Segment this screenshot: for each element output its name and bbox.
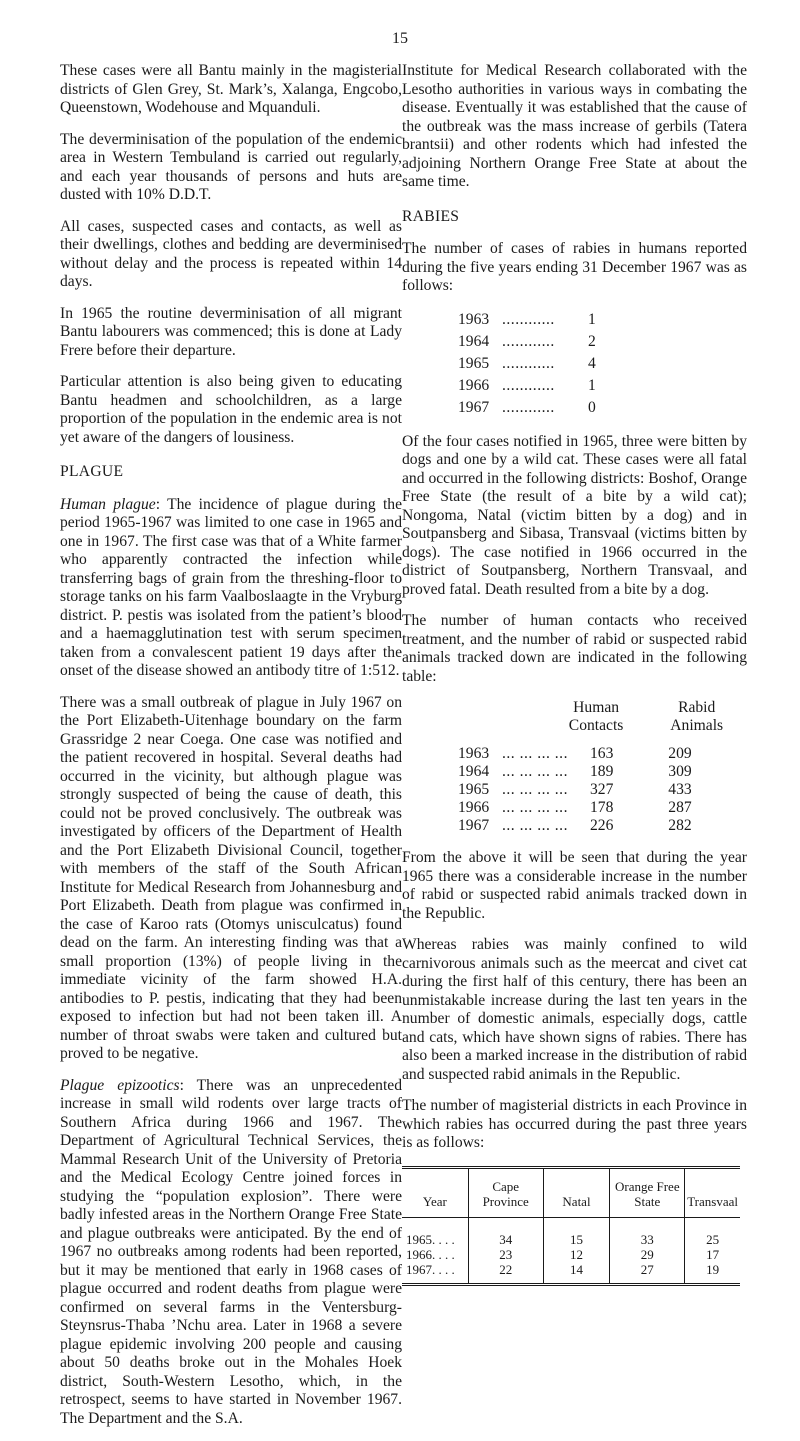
human-contacts-cell: 189 xyxy=(590,763,614,780)
epizootics-label: Plague epizootics xyxy=(60,1076,180,1094)
leader-dots: ... ... ... ... xyxy=(502,781,568,798)
ofs-cell: 27 xyxy=(610,1262,685,1285)
cape-cell: 34 xyxy=(468,1217,543,1247)
rabid-animals-cell: 287 xyxy=(668,799,692,816)
ofs-cell: 29 xyxy=(610,1247,685,1262)
list-item xyxy=(458,353,747,375)
paragraph-all-cases: All cases, suspected cases and contacts, as well as their dwellings, clothes and bedding are deverminised without delay and the process is repeated within 14 days. xyxy=(60,217,402,290)
rabid-animals-cell: 433 xyxy=(668,781,692,798)
province-districts-table xyxy=(402,1166,740,1286)
year-cell: 1964 xyxy=(458,763,490,780)
human-plague-label: Human plague xyxy=(60,495,156,513)
rabies-cases-list xyxy=(458,309,747,419)
paragraph-contacts-intro: The number of human contacts who received treatment, and the number of rabid or suspected rabid animals tracked down are indicated in the following table: xyxy=(402,612,747,685)
paragraph-lesotho-collaboration: Institute for Medical Research collaborated with the Lesotho authorities in various ways in combating the disease. Eventually it was established that the cause of the outbreak was the mass increase of gerbils (Tatera brantsii) and other rodents which had infested the adjoining Northern Orange Free State at about the same time. xyxy=(402,62,747,190)
list-item xyxy=(458,397,747,419)
human-contacts-cell: 226 xyxy=(590,817,614,834)
year-cell: 1967. . . . xyxy=(406,1261,455,1277)
year-label: 1965 xyxy=(458,354,490,372)
cape-cell: 23 xyxy=(468,1247,543,1262)
natal-cell: 14 xyxy=(543,1262,610,1285)
human-contacts-cell: 178 xyxy=(590,799,614,816)
page-number: 15 xyxy=(392,30,408,47)
epizootics-text: : There was an unprecedented increase in small wild rodents over large tracts of Southern Africa during 1966 and 1967. The Department of Agricultural Technical Services, the Mammal Research Unit of the University of Pretoria and the Medical Ecology Centre joined forces in studying the “population explosion”. There were badly infested areas in the Northern Orange Free State and plague outbreaks were anticipated. By the end of 1967 no outbreaks among rodents had been reported, but it may be mentioned that early in 1968 cases of plague occurred and rodent deaths from plague were confirmed on several farms in the Ventersburg-Steynsrus-Thaba ’Nchu area. Later in 1968 a severe plague epidemic involving 200 people and causing about 50 deaths broke out in the Mohales Hoek district, South-Western Lesotho, which, in the retrospect, seems to have started in November 1967. The Department and the S.A. xyxy=(60,1076,402,1427)
natal-cell: 15 xyxy=(543,1217,610,1247)
contacts-table xyxy=(458,699,747,835)
table-row xyxy=(458,781,747,799)
year-cell: 1966. . . . xyxy=(406,1246,455,1262)
case-count: 1 xyxy=(588,310,596,328)
leader-dots: ............ xyxy=(502,376,555,394)
case-count: 1 xyxy=(588,376,596,394)
header-year: Year xyxy=(402,1167,468,1217)
table-row xyxy=(402,1217,740,1247)
paragraph-human-plague xyxy=(60,496,402,681)
leader-dots: ............ xyxy=(502,310,555,328)
left-column xyxy=(60,62,402,1441)
rabid-animals-cell: 282 xyxy=(668,817,692,834)
header-orange-free-state: Orange Free State xyxy=(610,1167,685,1217)
case-count: 2 xyxy=(588,332,596,350)
table-row xyxy=(402,1262,740,1285)
year-cell: 1967 xyxy=(458,817,490,834)
case-count: 4 xyxy=(588,354,596,372)
year-cell: 1963 xyxy=(458,745,490,762)
paragraph-rabies-intro: The number of cases of rabies in humans reported during the five years ending 31 December 1967 was as follows: xyxy=(402,240,747,294)
year-label: 1966 xyxy=(458,376,490,394)
year-label: 1963 xyxy=(458,310,490,328)
natal-cell: 12 xyxy=(543,1247,610,1262)
year-cell: 1965. . . . xyxy=(406,1231,455,1247)
paragraph-four-cases: Of the four cases notified in 1965, three were bitten by dogs and one by a wild cat. These cases were all fatal and occurred in the following districts: Boshof, Orange Free State (the result of a bite by a wild cat); Nongoma, Natal (victim bitten by a dog) and in Soutpansberg and Sibasa, Transvaal (victims bitten by dogs). The case notified in 1966 occurred in the district of Soutpansberg, Northern Transvaal, and proved fatal. Death resulted from a bite by a dog. xyxy=(402,432,747,598)
paragraph-migrant-labourers: In 1965 the routine deverminisation of all migrant Bantu labourers was commenced; this is done at Lady Frere before their departure. xyxy=(60,304,402,359)
header-natal: Natal xyxy=(543,1167,610,1217)
paragraph-bantu-cases: These cases were all Bantu mainly in the magisterial districts of Glen Grey, St. Mark’s, Xalanga, Engcobo, Queenstown, Wodehouse and Mquanduli. xyxy=(60,62,402,116)
paragraph-whereas: Whereas rabies was mainly confined to wild carnivorous animals such as the meercat and civet cat during the first half of this century, there has been an unmistakable increase during the last ten years in the number of domestic animals, especially dogs, cattle and cats, which have shown signs of rabies. There has also been a marked increase in the distribution of rabid and suspected rabid animals in the Republic. xyxy=(402,936,747,1083)
table-row xyxy=(458,817,747,835)
header-cape-province: Cape Province xyxy=(468,1167,543,1217)
year-label: 1964 xyxy=(458,332,490,350)
leader-dots: ............ xyxy=(502,398,555,416)
ofs-cell: 33 xyxy=(610,1217,685,1247)
cape-cell: 22 xyxy=(468,1262,543,1285)
paragraph-plague-epizootics xyxy=(60,1077,402,1429)
paragraph-deverminisation: The deverminisation of the population of the endemic area in Western Tembuland is carried out regularly, and each year thousands of persons and huts are dusted with 10% D.D.T. xyxy=(60,130,402,203)
list-item xyxy=(458,375,747,397)
transvaal-cell: 25 xyxy=(685,1217,740,1247)
human-contacts-header: Human Contacts xyxy=(568,699,624,734)
leader-dots: ............ xyxy=(502,332,555,350)
year-label: 1967 xyxy=(458,398,490,416)
paragraph-education: Particular attention is also being given to educating Bantu headmen and schoolchildren, as a large proportion of the population in the endemic area is not yet aware of the dangers of lousiness. xyxy=(60,373,402,446)
rabid-animals-cell: 209 xyxy=(668,745,692,762)
table-header-row xyxy=(402,1167,740,1217)
leader-dots: ... ... ... ... xyxy=(502,745,568,762)
contacts-table-header xyxy=(458,699,747,735)
rabies-heading: RABIES xyxy=(402,207,460,225)
table-row xyxy=(458,799,747,817)
paragraph-1965-increase: From the above it will be seen that during the year 1965 there was a considerable increase in the number of rabid or suspected rabid animals tracked down in the Republic. xyxy=(402,849,747,922)
rabid-animals-header: Rabid Animals xyxy=(670,699,724,734)
table-row xyxy=(402,1247,740,1262)
list-item xyxy=(458,309,747,331)
year-cell: 1965 xyxy=(458,781,490,798)
human-plague-text: : The incidence of plague during the period 1965-1967 was limited to one case in 1965 and one in 1967. The first case was that of a White farmer who apparently contracted the infection while transferring bags of grain from the threshing-floor to storage tanks on his farm Vaalboslaagte in the Vryburg district. P. pestis was isolated from the patient’s blood and a haemagglutination test with serum specimen taken from a convalescent patient 19 days after the onset of the disease showed an antibody titre of 1:512. xyxy=(60,495,402,679)
table-row xyxy=(458,745,747,763)
leader-dots: ... ... ... ... xyxy=(502,763,568,780)
paragraph-plague-outbreak: There was a small outbreak of plague in July 1967 on the Port Elizabeth-Uitenhage boundary on the farm Grassridge 2 near Coega. One case was notified and the patient recovered in hospital. Several deaths had occurred in the vicinity, but although plague was strongly suspected of being the cause of death, this could not be proved conclusively. The outbreak was investigated by officers of the Department of Health and the Port Elizabeth Divisional Council, together with members of the staff of the South African Institute for Medical Research from Johannesburg and Port Elizabeth. Death from plague was confirmed in the case of Karoo rats (Otomys unisculcatus) found dead on the farm. An interesting finding was that a small proportion (13%) of people living in the immediate vicinity of the farm showed H.A. antibodies to P. pestis, indicating that they had been exposed to infection but had not been taken ill. A number of throat swabs were taken and cultured but proved to be negative. xyxy=(60,693,402,1062)
human-contacts-cell: 327 xyxy=(590,781,614,798)
rabid-animals-cell: 309 xyxy=(668,763,692,780)
leader-dots: ... ... ... ... xyxy=(502,799,568,816)
leader-dots: ............ xyxy=(502,354,555,372)
transvaal-cell: 17 xyxy=(685,1247,740,1262)
paragraph-districts-intro: The number of magisterial districts in each Province in which rabies has occurred during the past three years is as follows: xyxy=(402,1097,747,1151)
header-transvaal: Transvaal xyxy=(685,1167,740,1217)
case-count: 0 xyxy=(588,398,596,416)
year-cell: 1966 xyxy=(458,799,490,816)
right-column xyxy=(402,62,747,1286)
transvaal-cell: 19 xyxy=(685,1262,740,1285)
list-item xyxy=(458,331,747,353)
table-row xyxy=(458,763,747,781)
leader-dots: ... ... ... ... xyxy=(502,817,568,834)
human-contacts-cell: 163 xyxy=(590,745,614,762)
plague-heading: PLAGUE xyxy=(60,463,124,480)
